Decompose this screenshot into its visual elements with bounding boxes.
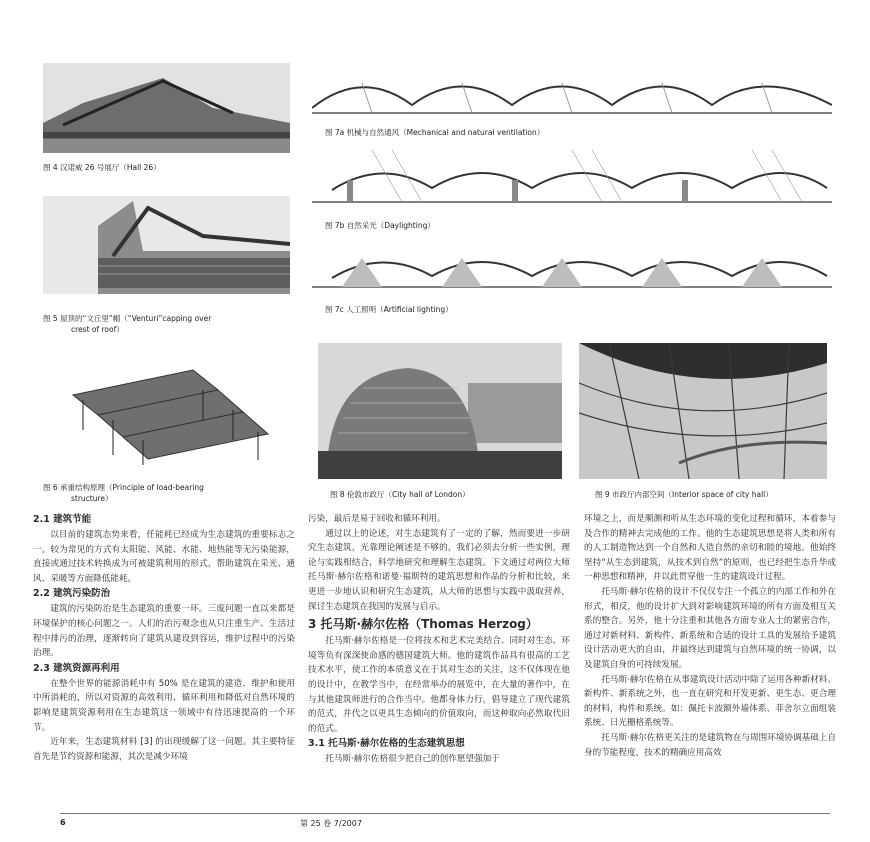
paragraph: 托马斯·赫尔佐格更关注的是建筑物在与周围环境协调基础上自身的节能程度，技术的精确应用高效: [584, 732, 836, 758]
heading-2-3: 2.3 建筑资源再利用: [33, 662, 120, 674]
figure-7b-caption: 图 7b 自然采光（Daylighting）: [325, 221, 435, 230]
figure-7c-caption: 图 7c 人工照明（Artificial lighting）: [325, 305, 453, 314]
figure-6-caption-line1: 图 6 承重结构原理（Principle of load-bearing: [43, 483, 204, 492]
figure-5-image: [43, 196, 290, 294]
figure-4-caption: 图 4 汉诺威 26 号展厅（Hall 26）: [43, 163, 161, 172]
paragraph: 近年来，生态建筑材料 [3] 的出现缓解了这一问题。其主要特征首先是节约资源和能源，其次是减少环境: [33, 737, 295, 762]
figure-5-caption-line1: 图 5 屋顶的“文丘里”帽（“Venturi”capping over: [43, 314, 212, 323]
page-number: 6: [60, 818, 66, 827]
footer-rule: [60, 813, 830, 814]
paragraph: 建筑的污染防治是生态建筑的重要一环。三废问题一直以来都是环境保护的核心问题之一。人们的治污观念也从只注重生产、生活过程中排污的治理，逐渐转向了建筑从建设到容运，维护过程中的污染治理。: [33, 604, 295, 659]
text-column-3: [584, 512, 836, 760]
figure-7c-image: [312, 243, 832, 293]
figure-8-caption: 图 8 伦敦市政厅（City hall of London）: [330, 490, 470, 499]
figure-5-caption: [43, 313, 293, 335]
paragraph: 在整个世界的能源消耗中有 50% 是在建筑的建造、维护和使用中所消耗的，所以对资源的高效利用、循环利用和降低对自然环境的影响是建筑资源利用在生态建筑这一领域中有待迅速提高的一个环节。: [33, 678, 295, 733]
paragraph: 托马斯·赫尔佐格是一位将技术和艺术完美结合、同时对生态、环境等负有深深使命感的德国建筑大师。他的建筑作品具有很高的工艺技术水平，使工作的本质意义在于其对生态的关注，这不仅体现在他的设计中，在教学当中，在经常举办的展览中，在大量的著作中，在与其他建筑师进行的合作当中。他都身体力行，倡导建立了现代建筑的范式，并代之以更具生态倾向的价值取向，而这种取向必然取代旧的范式。: [308, 636, 570, 734]
figure-7b-image: [312, 150, 832, 212]
heading-2-1: 2.1 建筑节能: [33, 514, 92, 525]
paragraph: 托马斯·赫尔佐格的设计不仅仅专注一个孤立的内部工作和外在形式，相反，他的设计扩大到对影响建筑环境的所有方面及相互关系的整合。另外，他十分注重和其他各方面专业人士的紧密合作，通过对新材料、新构件、新系统和合适的设计工具的发展给予建筑设计活动更大的自由，并最终达到建筑与自然环境的统一协调，以及建筑自身的可持续发展。: [584, 586, 836, 670]
paragraph: 环境之上，而是顺测和听从生态环境的变化过程和循环，本着参与及合作的精神去完成他的工作。他的生态建筑思想是将人类和所有的人工制造物达到一个自然和人造自然的亲切和睦的境地。他始终坚持“从生态到建筑，从技术到自然”的原则，也已经把生态升华成一种思想和精神，并以此贯穿他一生的建筑设计过程。: [584, 514, 836, 583]
issue-label: 第 25 卷 7/2007: [300, 819, 362, 828]
paragraph: 污染，最后是易于回收和循环利用。: [308, 514, 446, 524]
heading-3-1: 3.1 托马斯·赫尔佐格的生态建筑思想: [308, 738, 465, 750]
figure-6-caption: [43, 482, 293, 504]
heading-3: 3 托马斯·赫尔佐格（Thomas Herzog）: [308, 617, 538, 632]
paragraph: 托马斯·赫尔佐格很少把自己的创作愿望强加于: [325, 754, 500, 765]
figure-7a-caption: 图 7a 机械与自然通风（Mechanical and natural ventilation）: [325, 128, 545, 137]
text-column-2: [308, 512, 570, 767]
figure-9-image: [579, 343, 827, 479]
figure-9-caption: 图 9 市政厅内部空间（Interior space of city hall）: [595, 490, 773, 499]
figure-6-caption-line2: structure）: [71, 494, 113, 503]
figure-8-image: [318, 343, 562, 479]
text-column-1: [33, 512, 295, 764]
paragraph: 通过以上的论述，对生态建筑有了一定的了解，然而要进一步研究生态建筑，光靠理论阐述是不够的，我们必须去分析一些实例，理论与实践相结合，科学地研究和理解生态建筑。下文通过对两位大师托马斯·赫尔佐格和诺曼·福斯特的建筑思想和作品的分析和比较，来更进一步地认识和研究生态建筑，从大师的思想与实践中汲取营养，探讨生态建筑在我国的发展与启示。: [308, 528, 570, 612]
figure-7a-image: [312, 63, 832, 119]
heading-2-2: 2.2 建筑污染防治: [33, 588, 111, 600]
figure-4-image: [43, 63, 290, 153]
figure-5-caption-line2: crest of roof）: [71, 325, 124, 334]
figure-6-image: [43, 360, 290, 470]
paragraph: 以目前的建筑态势来看，任能耗已经成为生态建筑的重要标志之一。较为常见的方式有太阳能、风能、水能、地热能等无污染能源，直接或通过技术转换成为可被建筑利用的形式，帮助建筑在采光、通风、采暖等方面降低能耗。: [33, 530, 295, 584]
paragraph: 托马斯·赫尔佐格在从事建筑设计活动中除了运用各种新材料、新构件、新系统之外，也一直在研究和开发更新、更生态、更合理的材料，构件和系统。如：佩托卡波额外墙体系、菲舍尔立面组装系统、日光栅格系统等。: [584, 674, 836, 729]
